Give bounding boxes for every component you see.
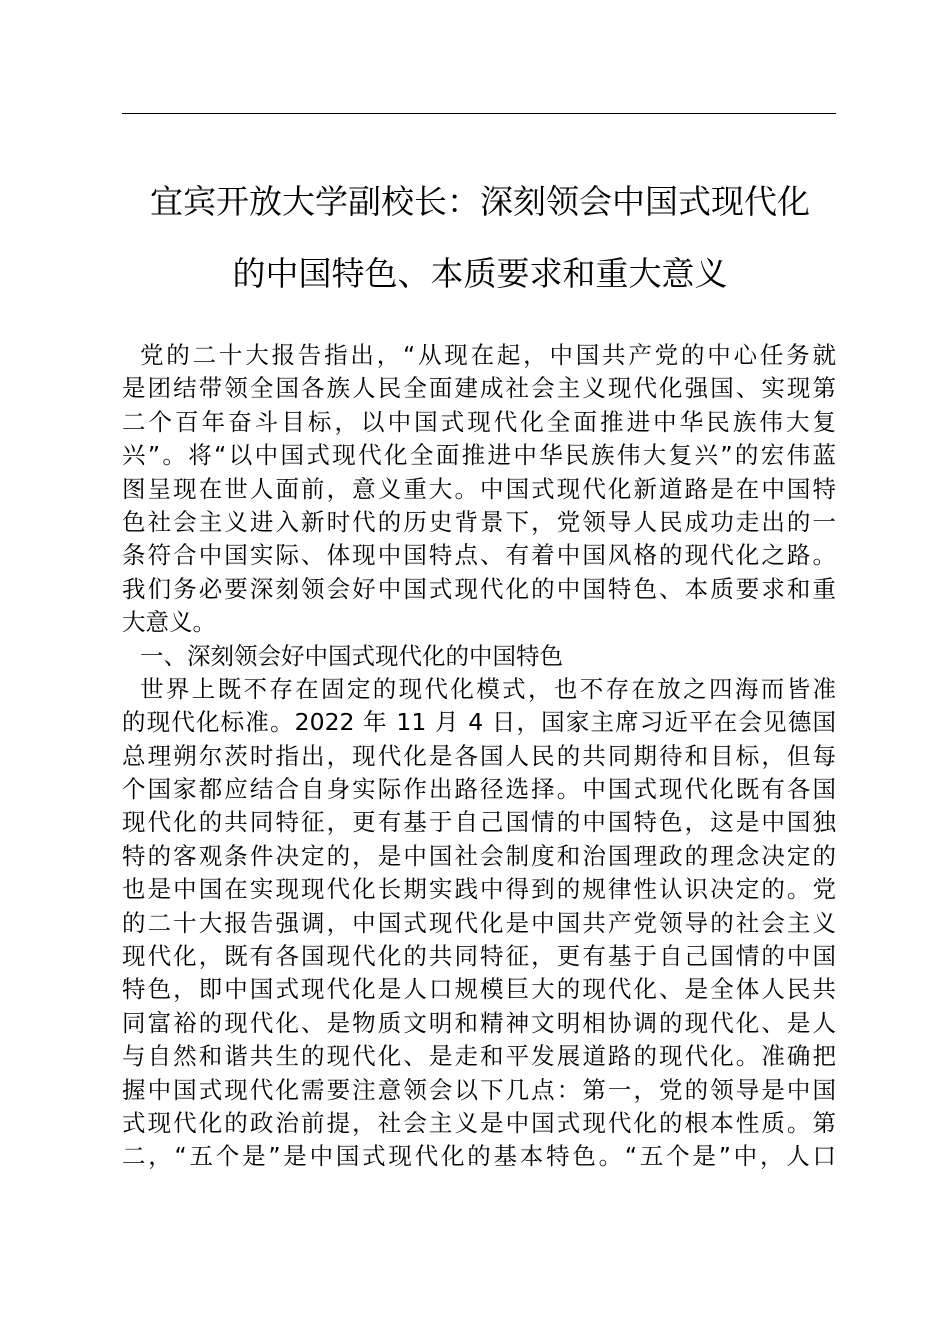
text-line: 现代化的共同特征，更有基于自己国情的中国特色，这是中国独	[122, 808, 836, 837]
title-line-2: 的中国特色、本质要求和重大意义	[232, 254, 728, 293]
text-line: 也是中国在实现现代化长期实践中得到的规律性认识决定的。党	[122, 875, 836, 904]
text-line: 现代化，既有各国现代化的共同特征，更有基于自己国情的中国	[122, 942, 836, 971]
text-line: 条符合中国实际、体现中国特点、有着中国风格的现代化之路。	[122, 541, 836, 570]
text-line: 二，“五个是”是中国式现代化的基本特色。“五个是”中，人口	[122, 1142, 836, 1171]
text-line: 是团结带领全国各族人民全面建成社会主义现代化强国、实现第	[122, 374, 836, 403]
paragraph-2	[122, 673, 836, 1174]
text-line: 大意义。	[122, 608, 216, 637]
text-line: 的二十大报告强调，中国式现代化是中国共产党领导的社会主义	[122, 908, 836, 937]
text-line: 图呈现在世人面前，意义重大。中国式现代化新道路是在中国特	[122, 474, 836, 503]
paragraph-1	[122, 339, 836, 640]
text-line: 兴”。将“以中国式现代化全面推进中华民族伟大复兴”的宏伟蓝	[122, 441, 836, 470]
title-line-1: 宜宾开放大学副校长：深刻领会中国式现代化	[150, 182, 810, 221]
text-line: 个国家都应结合自身实际作出路径选择。中国式现代化既有各国	[122, 775, 836, 804]
section-heading: 一、深刻领会好中国式现代化的中国特色	[140, 641, 563, 670]
text-line: 与自然和谐共生的现代化、是走和平发展道路的现代化。准确把	[122, 1042, 836, 1071]
header-rule	[122, 113, 836, 114]
text-line: 特的客观条件决定的，是中国社会制度和治国理政的理念决定的	[122, 841, 836, 870]
text-line: 总理朔尔茨时指出，现代化是各国人民的共同期待和目标，但每	[122, 741, 836, 770]
text-line: 式现代化的政治前提，社会主义是中国式现代化的根本性质。第	[122, 1108, 836, 1137]
page-title	[100, 166, 860, 310]
text-line: 二个百年奋斗目标，以中国式现代化全面推进中华民族伟大复	[122, 407, 836, 436]
text-line: 色社会主义进入新时代的历史背景下，党领导人民成功走出的一	[122, 507, 836, 536]
text-line: 握中国式现代化需要注意领会以下几点：第一，党的领导是中国	[122, 1075, 836, 1104]
article-body	[122, 339, 836, 1174]
text-line: 同富裕的现代化、是物质文明和精神文明相协调的现代化、是人	[122, 1008, 836, 1037]
text-line: 我们务必要深刻领会好中国式现代化的中国特色、本质要求和重	[122, 574, 836, 603]
text-line: 特色，即中国式现代化是人口规模巨大的现代化、是全体人民共	[122, 975, 836, 1004]
text-line: 党的二十大报告指出，“从现在起，中国共产党的中心任务就	[140, 341, 836, 369]
text-line: 的现代化标准。2022 年 11 月 4 日，国家主席习近平在会见德国	[122, 708, 836, 737]
text-line: 世界上既不存在固定的现代化模式，也不存在放之四海而皆准	[140, 674, 836, 703]
